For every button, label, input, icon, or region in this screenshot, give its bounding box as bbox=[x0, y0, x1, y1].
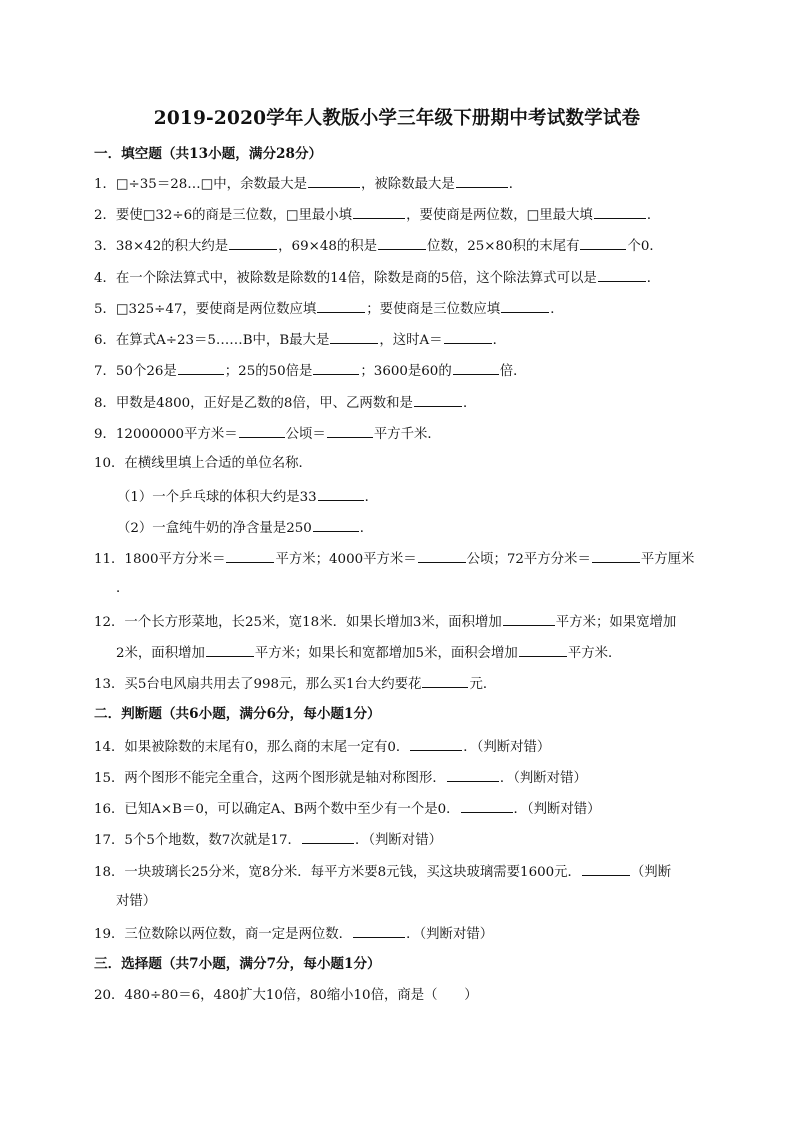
answer-blank[interactable] bbox=[353, 924, 405, 938]
answer-blank[interactable] bbox=[178, 361, 224, 375]
answer-blank[interactable] bbox=[414, 393, 462, 407]
answer-blank[interactable] bbox=[461, 799, 513, 813]
answer-blank[interactable] bbox=[594, 205, 646, 219]
answer-blank[interactable] bbox=[239, 424, 285, 438]
question-4: 4．在一个除法算式中，被除数是除数的14倍，除数是商的5倍，这个除法算式可以是 ． bbox=[94, 268, 660, 288]
answer-blank[interactable] bbox=[206, 643, 254, 657]
answer-blank[interactable] bbox=[308, 174, 360, 188]
question-11-continued: ． bbox=[116, 581, 130, 596]
answer-blank[interactable] bbox=[302, 830, 354, 844]
question-2: 2．要使□32÷6的商是三位数，□里最小填 ，要使商是两位数，□里最大填 ． bbox=[94, 205, 660, 225]
answer-blank[interactable] bbox=[503, 612, 555, 626]
question-12: 12．一个长方形菜地，长25米，宽18米．如果长增加3米，面积增加 平方米；如果宽增加 bbox=[94, 612, 676, 632]
answer-blank[interactable] bbox=[580, 236, 626, 250]
section-heading-true-false: 二．判断题（共6小题，满分6分，每小题1分） bbox=[94, 706, 381, 722]
answer-blank[interactable] bbox=[501, 299, 549, 313]
question-1: 1．□÷35＝28…□中，余数最大是 ，被除数最大是 ． bbox=[94, 174, 522, 194]
question-9: 9．12000000平方米＝ 公顷＝ 平方千米． bbox=[94, 424, 441, 444]
question-8: 8．甲数是4800，正好是乙数的8倍，甲、乙两数和是 ． bbox=[94, 393, 476, 413]
answer-blank[interactable] bbox=[226, 549, 274, 563]
question-18: 18．一块玻璃长25分米，宽8分米．每平方米要8元钱，买这块玻璃需要1600元． （判断 bbox=[94, 862, 671, 882]
question-20: 20．480÷80＝6，480扩大10倍，80缩小10倍，商是（ ） bbox=[94, 988, 478, 1003]
question-16: 16．已知A×B＝0，可以确定A、B两个数中至少有一个是0． ．（判断对错） bbox=[94, 799, 601, 819]
question-14: 14．如果被除数的末尾有0，那么商的末尾一定有0． ．（判断对错） bbox=[94, 737, 550, 757]
answer-blank[interactable] bbox=[327, 424, 373, 438]
answer-blank[interactable] bbox=[444, 330, 492, 344]
answer-blank[interactable] bbox=[353, 205, 405, 219]
answer-blank[interactable] bbox=[318, 487, 364, 501]
question-3: 3．38×42的积大约是 ，69×48的积是 位数，25×80积的末尾有 个0． bbox=[94, 236, 663, 256]
answer-blank[interactable] bbox=[519, 643, 567, 657]
answer-blank[interactable] bbox=[229, 236, 277, 250]
answer-blank[interactable] bbox=[313, 518, 359, 532]
answer-blank[interactable] bbox=[317, 299, 365, 313]
question-10-1: （1）一个乒乓球的体积大约是33 ． bbox=[117, 487, 378, 507]
answer-blank[interactable] bbox=[378, 236, 426, 250]
answer-blank[interactable] bbox=[582, 862, 630, 876]
question-13: 13．买5台电风扇共用去了998元，那么买1台大约要花 元． bbox=[94, 674, 496, 694]
question-6: 6．在算式A÷23＝5……B中，B最大是 ，这时A＝ ． bbox=[94, 330, 506, 350]
question-19: 19．三位数除以两位数，商一定是两位数． ．（判断对错） bbox=[94, 924, 493, 944]
page-title: 2019-2020学年人教版小学三年级下册期中考试数学试卷 bbox=[153, 108, 641, 129]
question-18-continued: 对错） bbox=[116, 894, 157, 909]
question-5: 5．□325÷47，要使商是两位数应填 ；要使商是三位数应填 ． bbox=[94, 299, 564, 319]
question-12-continued: 2米，面积增加 平方米；如果长和宽都增加5米，面积会增加 平方米． bbox=[116, 643, 621, 663]
answer-blank[interactable] bbox=[453, 361, 499, 375]
answer-blank[interactable] bbox=[330, 330, 378, 344]
question-10: 10．在横线里填上合适的单位名称． bbox=[94, 456, 312, 471]
answer-blank[interactable] bbox=[418, 549, 466, 563]
answer-blank[interactable] bbox=[598, 268, 646, 282]
question-15: 15．两个图形不能完全重合，这两个图形就是轴对称图形． ．（判断对错） bbox=[94, 768, 587, 788]
answer-blank[interactable] bbox=[592, 549, 640, 563]
answer-blank[interactable] bbox=[410, 737, 462, 751]
answer-blank[interactable] bbox=[313, 361, 359, 375]
answer-blank[interactable] bbox=[456, 174, 508, 188]
answer-blank[interactable] bbox=[422, 674, 468, 688]
question-17: 17．5个5个地数，数7次就是17． ．（判断对错） bbox=[94, 830, 442, 850]
section-heading-multiple-choice: 三．选择题（共7小题，满分7分，每小题1分） bbox=[94, 956, 381, 972]
answer-blank[interactable] bbox=[447, 768, 499, 782]
question-11: 11．1800平方分米＝ 平方米；4000平方米＝ 公顷；72平方分米＝ 平方厘米 bbox=[94, 549, 694, 569]
question-7: 7．50个26是 ；25的50倍是 ；3600是60的 倍． bbox=[94, 361, 527, 381]
section-heading-fill-in: 一．填空题（共13小题，满分28分） bbox=[94, 146, 323, 162]
question-10-2: （2）一盒纯牛奶的净含量是250 ． bbox=[117, 518, 373, 538]
